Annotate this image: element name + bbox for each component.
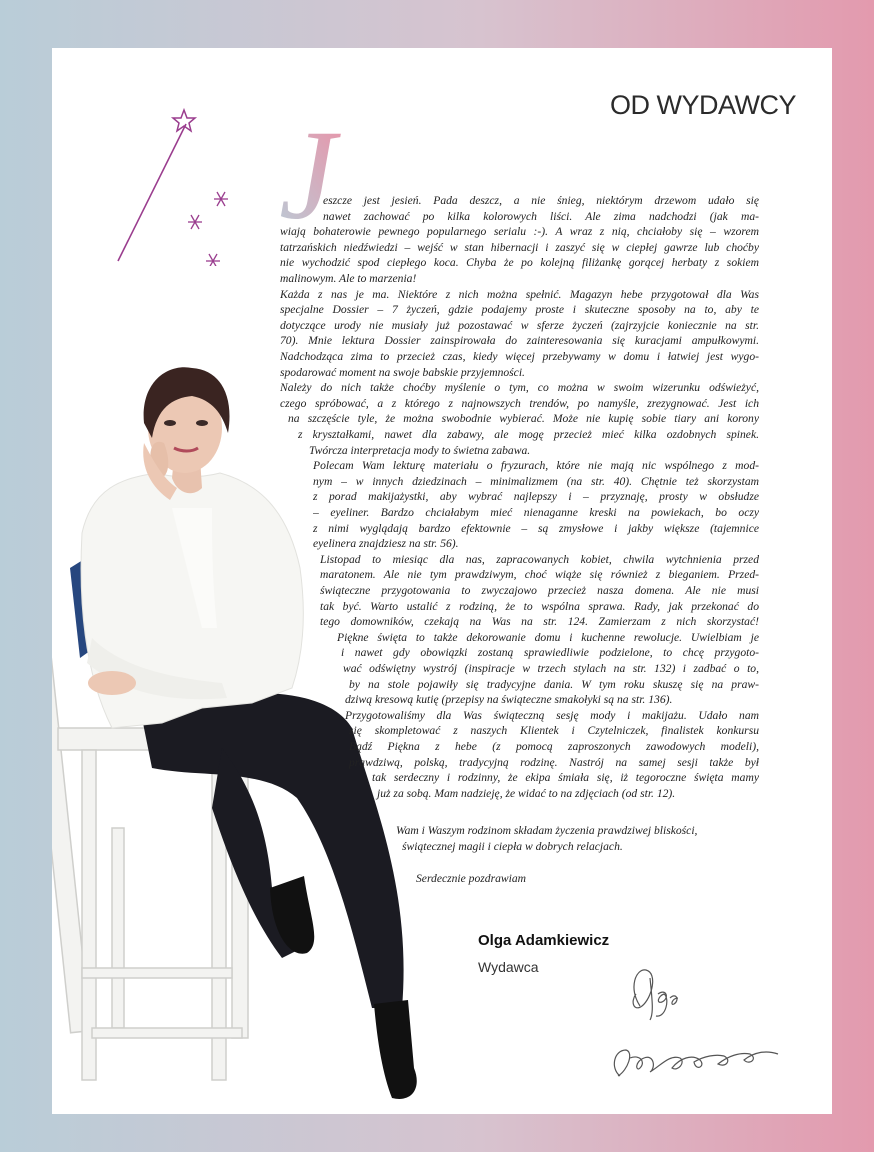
text-line: Należy do nich także choćby myślenie o tym, co można w swoim wizerunku odświeżyć,: [280, 381, 759, 395]
text-line: czego spróbować, a z którego z najnowszych trendów, po namyśle, zrezygnować. Jest ich: [280, 396, 759, 410]
text-line: już za sobą. Mam nadzieję, że widać to na zdjęciach (od str. 12).: [377, 786, 676, 800]
text-line: Bądź Piękna z hebe (z pomocą zaproszonych zawodowych modeli),: [349, 740, 759, 753]
text-line: malinowym. Ale to marzenia!: [280, 272, 417, 285]
text-line: z kryształkami, nawet dla zabawy, ale mogę przecież mieć kilka ozdobnych spinek.: [298, 428, 759, 441]
editorial-page: [52, 48, 832, 1114]
text-line: Przygotowaliśmy dla Was świąteczną sesję mody i makijażu. Udało nam: [345, 708, 759, 722]
text-line: Twórcza interpretacja mody to świetna zabawa.: [309, 443, 531, 457]
text-line: wiają bohaterowie pewnego popularnego serialu :-). A wraz z nią, chciałoby się – wzorem: [280, 225, 759, 239]
text-line: świąteczne przygotowania to zwyczajowo przecież nasza domena. Ale nie musi: [320, 584, 759, 597]
text-line: dziwą kresową kutię (przepisy na świąteczne smakołyki są na str. 136).: [345, 693, 673, 707]
text-line: prawdziwą, polską, tradycyjną rodzinę. Nastrój na samej sesji także był: [349, 755, 759, 769]
text-line: 70). Mnie lektura Dossier zainspirowała do zainteresowania się kuracjami ampułkowymi.: [280, 334, 759, 348]
text-line: się skompletować z naszych Klientek i Czytelniczek, finalistek konkursu: [349, 724, 759, 738]
text-line: z porad makijażystki, aby wybrać najlepszy i – przyznaję, prosty w obsłudze: [313, 490, 759, 504]
text-line: tak być. Warto ustalić z rodziną, że to wspólna sprawa. Rady, jak przekonać do: [320, 599, 759, 613]
magic-wand-icon: [108, 96, 258, 266]
text-line: spodarować moment na swoje babskie przyjemności.: [280, 365, 525, 379]
text-line: świątecznej magii i ciepła w dobrych relacjach.: [402, 839, 623, 853]
text-line: Nadchodząca zima to przecież czas, kiedy więcej przebywamy w domu i łatwiej jest wygo-: [280, 350, 759, 363]
text-line: maratonem. Ale nie tym prawdziwym, choć wiąże się również z bieganiem. Przed-: [320, 568, 759, 582]
text-line: nawet zachować po kilka kolorowych liści. Ale zima nadchodzi (jak ma-: [323, 209, 759, 223]
text-line: eszcze jest jesień. Pada deszcz, a nie śnieg, niektórym drzewom udało się: [323, 194, 759, 207]
closing-line: Serdecznie pozdrawiam: [416, 872, 527, 885]
drop-cap-letter: J: [279, 108, 336, 228]
text-line: – eyeliner. Bardzo chciałabym mieć nienaganne kreski na powiekach, bo oczy: [313, 506, 759, 519]
text-line: na szczęście tyle, że można swobodnie wybierać. Może nie kupię sobie tiary ani korony: [288, 412, 759, 426]
text-line: nym – w innych dziedzinach – minimalizmem (na str. 40). Chętnie też skorzystam: [313, 474, 759, 488]
text-line: tatrzańskich niedźwiedzi – wejść w stan hibernacji i zaszyć się w ciepłej gawrze lub choćby: [280, 240, 759, 254]
text-line: dotyczące urody nie musiały już pozostawać w sferze życzeń (zajrzyjcie koniecznie na str.: [280, 318, 759, 332]
text-line: z nimi wyglądają bardzo efektownie – są zmysłowe i jakby większe (tajemnice: [313, 521, 759, 535]
text-line: Wam i Waszym rodzinom składam życzenia prawdziwej bliskości,: [396, 824, 698, 837]
text-line: specjalne Dossier – 7 życzeń, gdzie podajemy proste i skuteczne sposoby na to, aby te: [280, 303, 759, 317]
text-line: eyelinera znajdziesz na str. 56).: [313, 537, 459, 551]
text-line: Listopad to miesiąc dla nas, zapracowanych kobiet, chwila wytchnienia przed: [320, 552, 759, 566]
signer-role: Wydawca: [478, 959, 539, 975]
text-line: i nawet gdy obowiązki zostaną sprawiedliwie podzielone, to chcę przygoto-: [341, 646, 759, 660]
page-title: OD WYDAWCY: [610, 90, 796, 120]
handwritten-signature: [600, 958, 800, 1098]
text-line: Polecam Wam lekturę materiału o fryzurach, które nie mają nic wspólnego z mod-: [313, 459, 759, 473]
text-line: tego domowników, czekają na Was na str. 124. Zamierzam z nich skorzystać!: [320, 615, 759, 629]
text-line: Piękne święta to także dekorowanie domu i kuchenne rewolucje. Uwielbiam je: [337, 630, 759, 644]
text-line: nie wychodzić spod ciepłego koca. Chyba że po kolejną filiżankę gorącej herbaty z sokiem: [280, 256, 759, 270]
signer-name: Olga Adamkiewicz: [478, 932, 610, 949]
text-line: wać odświętny wystrój (inspiracje w trzech stylach na str. 132) i zadbać o to,: [343, 662, 759, 675]
text-line: by na stole pojawiły się tradycyjne dania. W tym roku skuszę się na praw-: [349, 677, 759, 691]
text-line: Każda z nas je ma. Niektóre z nich można spełnić. Magazyn hebe przygotował dla Was: [280, 287, 759, 301]
text-line: tak serdeczny i rodzinny, że ekipa śmiała się, iż tegoroczne święta mamy: [372, 771, 759, 785]
